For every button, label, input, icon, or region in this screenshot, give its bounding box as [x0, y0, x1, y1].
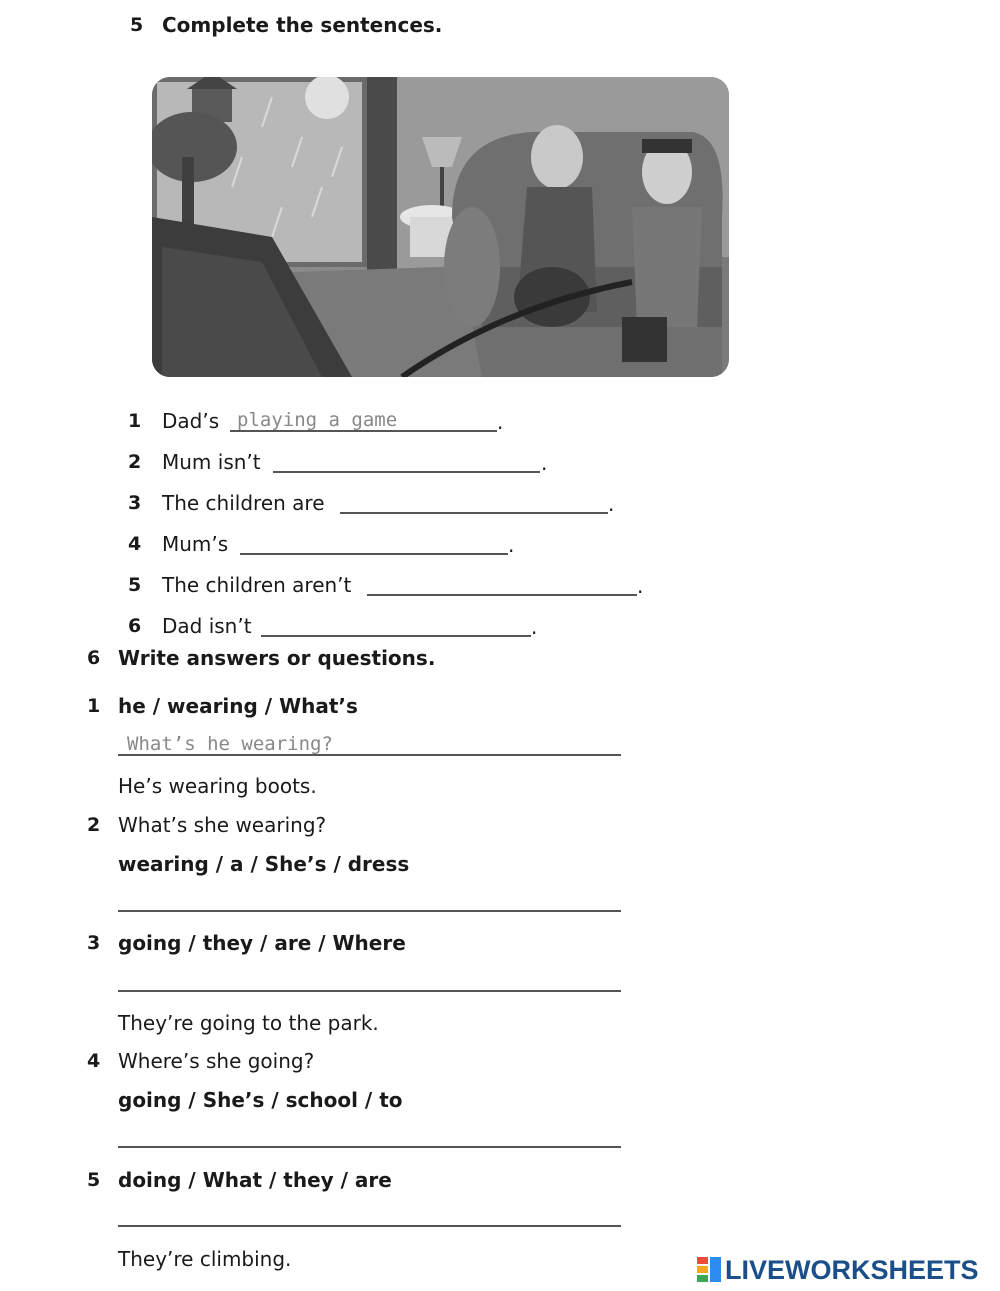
ex6-item-5-line: [118, 1225, 621, 1227]
ex6-item-1-number: 1: [87, 695, 101, 717]
ex5-item-5-text: The children aren’t: [162, 573, 352, 597]
ex5-item-3-period: .: [608, 492, 615, 516]
ex6-item-4-number: 4: [87, 1050, 101, 1072]
ex6-item-1-given: He’s wearing boots.: [118, 774, 317, 798]
ex5-item-1-line: [230, 430, 497, 432]
ex5-item-2-period: .: [541, 451, 548, 475]
ex6-item-2-line: [118, 910, 621, 912]
ex5-item-1-text: Dad’s: [162, 409, 220, 433]
ex5-item-2-text: Mum isn’t: [162, 450, 261, 474]
logo-blocks-icon: [697, 1257, 721, 1283]
ex5-item-5-number: 5: [128, 574, 142, 596]
ex5-item-6-input[interactable]: [264, 613, 530, 637]
ex6-item-4-given: Where’s she going?: [118, 1049, 315, 1073]
ex5-item-6-text: Dad isn’t: [162, 614, 252, 638]
living-room-illustration: [152, 77, 729, 377]
ex6-item-2-input[interactable]: [122, 888, 621, 912]
ex6-item-2-number: 2: [87, 814, 101, 836]
ex5-item-6-period: .: [531, 615, 538, 639]
ex5-item-5-line: [367, 594, 637, 596]
ex6-item-5-prompt: doing / What / they / are: [118, 1168, 392, 1192]
exercise-5-title: Complete the sentences.: [162, 13, 443, 37]
ex6-item-1-answer: What’s he wearing?: [127, 733, 333, 755]
ex5-item-5-input[interactable]: [370, 572, 636, 596]
ex6-item-3-number: 3: [87, 932, 101, 954]
ex5-item-4-line: [240, 553, 508, 555]
ex5-item-4-number: 4: [128, 533, 142, 555]
liveworksheets-logo: [697, 1253, 979, 1287]
ex5-item-2-input[interactable]: [276, 449, 542, 473]
ex5-item-3-number: 3: [128, 492, 142, 514]
ex5-item-3-input[interactable]: [343, 490, 609, 514]
ex5-item-2-number: 2: [128, 451, 142, 473]
ex6-item-4-prompt: going / She’s / school / to: [118, 1088, 403, 1112]
ex5-item-1-period: .: [497, 410, 504, 434]
exercise-5-number: 5: [130, 14, 144, 36]
ex5-item-1-number: 1: [128, 410, 142, 432]
ex5-item-6-number: 6: [128, 615, 142, 637]
ex6-item-5-number: 5: [87, 1169, 101, 1191]
ex6-item-3-given: They’re going to the park.: [118, 1011, 379, 1035]
ex5-item-4-period: .: [508, 533, 515, 557]
ex6-item-2-prompt: wearing / a / She’s / dress: [118, 852, 410, 876]
ex5-item-2-line: [273, 471, 540, 473]
ex6-item-3-line: [118, 990, 621, 992]
exercise-6-number: 6: [87, 647, 101, 669]
ex5-item-4-input[interactable]: [243, 531, 509, 555]
ex6-item-2-given: What’s she wearing?: [118, 813, 327, 837]
ex5-item-5-period: .: [637, 574, 644, 598]
ex6-item-5-given: They’re climbing.: [118, 1247, 292, 1271]
ex5-item-4-text: Mum’s: [162, 532, 229, 556]
ex6-item-4-input[interactable]: [122, 1124, 621, 1148]
ex6-item-1-prompt: he / wearing / What’s: [118, 694, 358, 718]
ex6-item-5-input[interactable]: [122, 1203, 621, 1227]
ex5-item-1-answer: playing a game: [237, 409, 398, 431]
ex6-item-3-prompt: going / they / are / Where: [118, 931, 406, 955]
logo-text: LIVEWORKSHEETS: [725, 1254, 979, 1285]
ex6-item-4-line: [118, 1146, 621, 1148]
ex6-item-1-line: [118, 754, 621, 756]
ex5-item-3-text: The children are: [162, 491, 325, 515]
exercise-6-title: Write answers or questions.: [118, 646, 436, 670]
ex5-item-3-line: [340, 512, 608, 514]
ex6-item-3-input[interactable]: [122, 968, 621, 992]
ex5-item-6-line: [261, 635, 531, 637]
